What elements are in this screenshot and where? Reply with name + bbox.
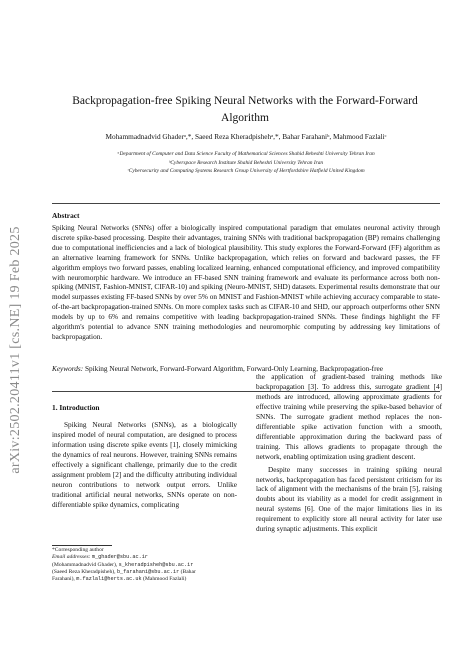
footnote-email-4: m.fazlali@herts.ac.uk	[76, 576, 142, 583]
author-list: Mohammadnadvid Ghaderᵃ,*, Saeed Reza Kheradpishehᵃ,*, Bahar Farahaniᵇ, Mahmood Fazlaliᶜ	[105, 132, 387, 141]
keywords-text: Spiking Neural Network, Forward-Forward Algorithm, Forward-Only Learning, Backpropagation-free	[83, 365, 383, 373]
footnote-email-2: s_kheradpisheh@sbu.ac.ir	[118, 561, 194, 568]
intro-paragraph-2: Despite many successes in training spiking neural networks, backpropagation has faced persistent criticism for its lack of alignment with the mechanisms of the brain [5], raising doubts about its viability as a model for credit assignment in neural systems [6]. One of the major limitations lies in its requirement to explicitly store all neural activity for later use during synaptic adjustments. This explicit	[256, 465, 442, 534]
intro-right-column	[256, 373, 442, 535]
footnote-email-3: b_farahani@sbu.ac.ir	[116, 568, 180, 575]
abstract-heading: Abstract	[52, 211, 80, 220]
section-heading-introduction: 1. Introduction	[52, 403, 100, 412]
footnote-name-3: (Bahar	[180, 568, 196, 575]
footnote-name-4: (Mahmood Fazlali)	[143, 576, 187, 583]
footnote-name-3b: Farahani),	[52, 576, 75, 583]
keywords-label: Keywords:	[52, 365, 84, 373]
title-line-1: Backpropagation-free Spiking Neural Networks with the Forward-Forward	[72, 95, 418, 107]
arxiv-identifier	[6, 210, 26, 490]
abstract-text: Spiking Neural Networks (SNNs) offer a biologically inspired computational paradigm that emulates neuronal activity through discrete spike-based processing. Despite their advantages, training SNNs with traditional backpropagation (BP) remains challenging due to computational inefficiencies and a lack of biological plausibility. This study explores the Forward-Forward (FF) algorithm as an alternative learning framework for SNNs. Unlike backpropagation, which relies on forward and backward passes, the FF algorithm employs two forward passes, enabling localized learning, enhanced computational efficiency, and improved compatibility with neuromorphic hardware. We introduce an FF-based SNN training framework and evaluate its performance across both non-spiking (MNIST, Fashion-MNIST, CIFAR-10) and spiking (Neuro-MNIST, SHD) datasets. Experimental results demonstrate that our model surpasses existing FF-based SNNs by over 5% on MNIST and Fashion-MNIST while achieving accuracy comparable to state-of-the-art backpropagation-trained SNNs. On more complex tasks such as CIFAR-10 and SHD, our approach outperforms other SNN models by up to 6% and remains competitive with leading backpropagation-trained SNNs. These findings highlight the FF algorithm's potential to advance SNN training methodologies and neuromorphic computing by addressing key limitations of backpropagation.	[52, 224, 440, 341]
footnote-name-2: (Saeed Reza Kheradpisheh),	[52, 568, 116, 575]
footnote-name-1: (Mohammadnadvid Ghader),	[52, 561, 118, 568]
affiliation-b: ᵇCyberspace Research Institute Shahid Beheshti University Tehran Iran	[168, 159, 324, 166]
paper-title	[52, 93, 438, 127]
affiliation-c: ᶜCybersecurity and Computing Systems Research Group University of Hertfordshire Hatfield United Kingdom	[127, 168, 365, 175]
arxiv-id-text: arXiv:2502.20411v1 [cs.NE] 19 Feb 2025	[8, 226, 23, 474]
intro-paragraph-1: Spiking Neural Networks (SNNs), as a biologically inspired model of neural computation, are designed to process information using discrete spike events [1], closely mimicking the dynamics of real neurons. However, training SNNs remains effectively a significant challenge, primarily due to the credit assignment problem [2] and the difficulty attributing individual neuron contributions to network output errors. Unlike traditional artificial neural networks, SNNs operate on non-differentiable spike dynamics, complicating	[52, 421, 237, 509]
abstract-top-rule	[52, 203, 440, 204]
footnote-email-1: m_ghader@sbu.ac.ir	[91, 554, 148, 561]
intro-left-column	[52, 421, 237, 511]
title-line-2: Algorithm	[221, 112, 269, 124]
footnote-rule	[52, 545, 112, 546]
footnote-email-label: Email addresses:	[52, 554, 91, 561]
affiliation-a: ᵃDepartment of Computer and Data Science Faculty of Mathematical Sciences Shahid Beheshti University Tehran Iran	[117, 151, 375, 157]
footnote-corresponding: *Corresponding author	[52, 547, 104, 553]
intro-paragraph-1-continued: the application of gradient-based training methods like backpropagation [3]. To address this, surrogate gradient [4] methods are introduced, allowing approximate gradients for effective training while preserving the spike-based behavior of SNNs. The surrogate gradient method replaces the non-differentiable spike activation function with a smooth, differentiable approximation during the backward pass of training. This allows gradients to propagate through the network, enabling optimization using gradient descent.	[256, 373, 442, 461]
affiliations	[50, 150, 442, 176]
footnotes	[52, 547, 242, 583]
